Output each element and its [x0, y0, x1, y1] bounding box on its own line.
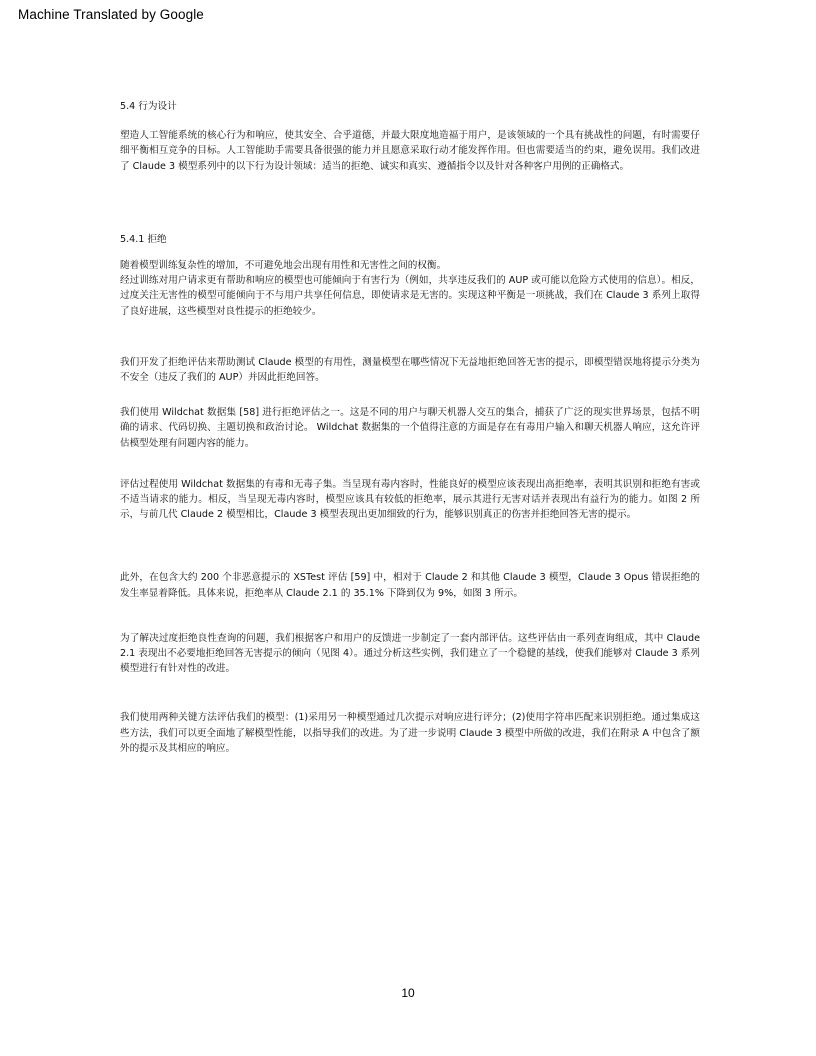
section-5-4-intro: 塑造人工智能系统的核心行为和响应，使其安全、合乎道德，并最大限度地造福于用户，是该领域的一个具有挑战性的问题，有时需要仔细平衡相互竞争的目标。人工智能助手需要具备很强的能力并且愿意采取行动才能发挥作用。但也需要适当的约束，避免误用。我们改进了 Claude 3 模型系列中的以下行为设计领域：适当的拒绝、诚实和真实、遵循指令以及针对各种客户用例的正确格式。	[120, 130, 700, 172]
document-body	[120, 99, 700, 756]
machine-translated-watermark: Machine Translated by Google	[18, 7, 204, 22]
section-heading-5-4-1: 5.4.1 拒绝	[120, 233, 167, 245]
refusals-paragraph-1	[120, 258, 700, 319]
refusals-paragraph-1-line-1: 随着模型训练复杂性的增加，不可避免地会出现有用性和无害性之间的权衡。	[120, 260, 447, 272]
refusals-paragraph-4: 评估过程使用 Wildchat 数据集的有毒和无毒子集。当呈现有毒内容时，性能良好的模型应该表现出高拒绝率，表明其识别和拒绝有害或不适当请求的能力。相反，当呈现无毒内容时，模型应该具有较低的拒绝率，展示其进行无害对话并表现出有益行为的能力。如图 2 所示，与前几代 Claude 2 模型相比，Claude 3 模型表现出更加细致的行为，能够识别真正的伤害并拒绝回答无害的提示。	[120, 478, 700, 521]
refusals-paragraph-1-rest: 经过训练对用户请求更有帮助和响应的模型也可能倾向于有害行为（例如，共享违反我们的 AUP 或可能以危险方式使用的信息）。相反，过度关注无害性的模型可能倾向于不与用户共享任何信息，即使请求是无害的。实现这种平衡是一项挑战，我们在 Claude 3 系列上取得了良好进展，这些模型对良性提示的拒绝较少。	[120, 275, 700, 317]
section-heading-5-4: 5.4 行为设计	[120, 101, 177, 112]
page-number: 10	[401, 986, 415, 1000]
refusals-paragraph-2: 我们开发了拒绝评估来帮助测试 Claude 模型的有用性，测量模型在哪些情况下无益地拒绝回答无害的提示，即模型错误地将提示分类为不安全（违反了我们的 AUP）并因此拒绝回答。	[120, 356, 700, 384]
refusals-paragraph-5: 此外，在包含大约 200 个非恶意提示的 XSTest 评估 [59] 中，相对于 Claude 2 和其他 Claude 3 模型，Claude 3 Opus 错误拒绝的发生率显着降低。具体来说，拒绝率从 Claude 2.1 的 35.1% 下降到仅为 9%，如图 3 所示。	[120, 572, 700, 599]
refusals-paragraph-3: 我们使用 Wildchat 数据集 [58] 进行拒绝评估之一。这是不同的用户与聊天机器人交互的集合，捕获了广泛的现实世界场景，包括不明确的请求、代码切换、主题切换和政治讨论。 Wildchat 数据集的一个值得注意的方面是存在有毒用户输入和聊天机器人响应，这允许评估模型处理有问题内容的能力。	[120, 407, 700, 449]
refusals-paragraph-6: 为了解决过度拒绝良性查询的问题，我们根据客户和用户的反馈进一步制定了一套内部评估。这些评估由一系列查询组成，其中 Claude 2.1 表现出不必要地拒绝回答无害提示的倾向（见图 4）。通过分析这些实例，我们建立了一个稳健的基线，使我们能够对 Claude 3 系列模型进行有针对性的改进。	[120, 632, 700, 675]
refusals-paragraph-7: 我们使用两种关键方法评估我们的模型：(1)采用另一种模型通过几次提示对响应进行评分；(2)使用字符串匹配来识别拒绝。通过集成这些方法，我们可以更全面地了解模型性能，以指导我们的改进。为了进一步说明 Claude 3 模型中所做的改进，我们在附录 A 中包含了额外的提示及其相应的响应。	[120, 712, 700, 754]
